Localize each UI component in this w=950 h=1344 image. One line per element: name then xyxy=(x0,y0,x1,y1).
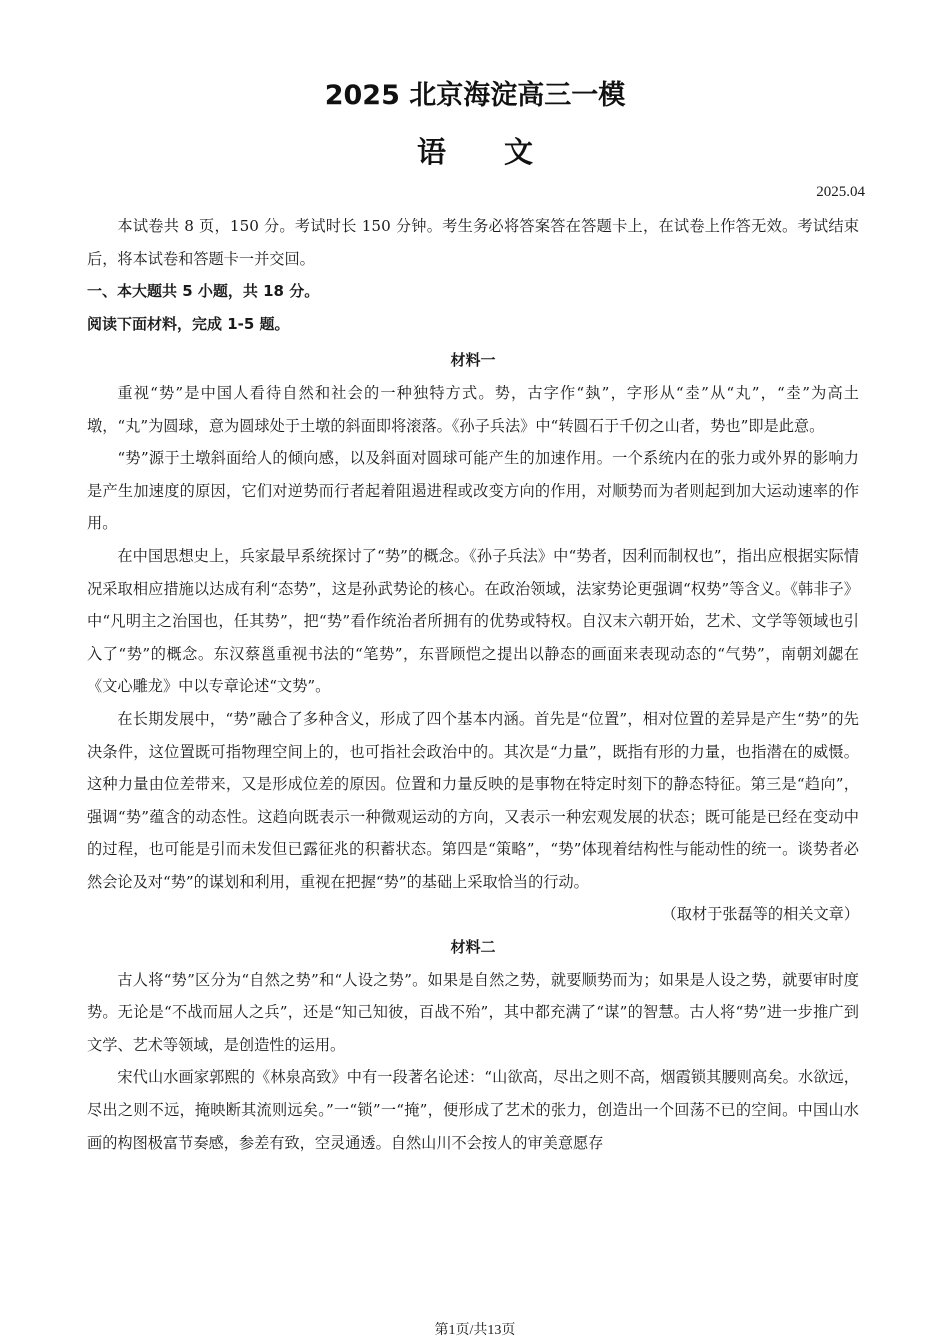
material2-title: 材料二 xyxy=(450,938,496,957)
material2-paragraph: 古人将“势”区分为“自然之势”和“人设之势”。如果是自然之势，就要顺势而为；如果是人设之势，就要审时度势。无论是“不战而屈人之兵”，还是“知己知彼，百战不殆”，其中都充满了“谋”的智慧。古人将“势”进一步推广到文学、艺术等领域，是创造性的运用。 xyxy=(87,970,859,1054)
exam-title: 2025 北京海淀高三一模 xyxy=(324,80,626,111)
material2-paragraph: 宋代山水画家郭熙的《林泉高致》中有一段著名论述：“山欲高，尽出之则不高，烟霞锁其腰则高矣。水欲远，尽出之则不远，掩映断其流则远矣。”一“锁”一“掩”，便形成了艺术的张力，创造出一个回荡不已的空间。中国山水画的构图极富节奏感，参差有致，空灵通透。自然山川不会按人的审美意愿存 xyxy=(87,1068,859,1152)
section-heading: 一、本大题共 5 小题，共 18 分。 xyxy=(87,282,320,301)
material1-title: 材料一 xyxy=(450,351,496,370)
subject-char-1: 语 xyxy=(416,135,446,169)
instructions: 本试卷共 8 页，150 分。考试时长 150 分钟。考生务必将答案答在答题卡上，在试卷上作答无效。考试结束后，将本试卷和答题卡一并交回。 xyxy=(87,217,859,268)
subject-title xyxy=(0,130,950,171)
material1-paragraph: 在长期发展中，“势”融合了多种含义，形成了四个基本内涵。首先是“位置”，相对位置的差异是产生“势”的先决条件，这位置既可指物理空间上的，也可指社会政治中的。其次是“力量”，既指有形的力量，也指潜在的威慑。这种力量由位差带来，又是形成位差的原因。位置和力量反映的是事物在特定时刻下的静态特征。第三是“趋向”，强调“势”蕴含的动态性。这趋向既表示一种微观运动的方向，又表示一种宏观发展的状态；既可能是已经在变动中的过程，也可能是引而未发但已露征兆的积蓄状态。第四是“策略”，“势”体现着结构性与能动性的统一。谈势者必然会论及对“势”的谋划和利用，重视在把握“势”的基础上采取恰当的行动。 xyxy=(87,709,859,891)
material1-source: （取材于张磊等的相关文章） xyxy=(661,905,859,924)
material1-paragraph: “势”源于土墩斜面给人的倾向感，以及斜面对圆球可能产生的加速作用。一个系统内在的张力或外界的影响力是产生加速度的原因，它们对逆势而行者起着阻遏进程或改变方向的作用，对顺势而为者则起到加大运动速率的作用。 xyxy=(87,449,859,533)
page-number: 第1页/共13页 xyxy=(434,1323,516,1338)
exam-date: 2025.04 xyxy=(816,184,865,200)
subject-char-2: 文 xyxy=(504,135,534,169)
material1-paragraph: 重视“势”是中国人看待自然和社会的一种独特方式。势，古字作“埶”，字形从“坴”从“丸”，“坴”为高土墩，“丸”为圆球，意为圆球处于土墩的斜面即将滚落。《孙子兵法》中“转圆石于千仞之山者，势也”即是此意。 xyxy=(87,383,859,435)
material1-paragraph: 在中国思想史上，兵家最早系统探讨了“势”的概念。《孙子兵法》中“势者，因利而制权也”，指出应根据实际情况采取相应措施以达成有利“态势”，这是孙武势论的核心。在政治领域，法家势论更强调“权势”等含义。《韩非子》中“凡明主之治国也，任其势”，把“势”看作统治者所拥有的优势或特权。自汉末六朝开始，艺术、文学等领域也引入了“势”的概念。东汉蔡邕重视书法的“笔势”，东晋顾恺之提出以静态的画面来表现动态的“气势”，南朝刘勰在《文心雕龙》中以专章论述“文势”。 xyxy=(87,546,859,696)
exam-body xyxy=(87,210,859,1159)
section-prompt: 阅读下面材料，完成 1-5 题。 xyxy=(87,314,290,333)
